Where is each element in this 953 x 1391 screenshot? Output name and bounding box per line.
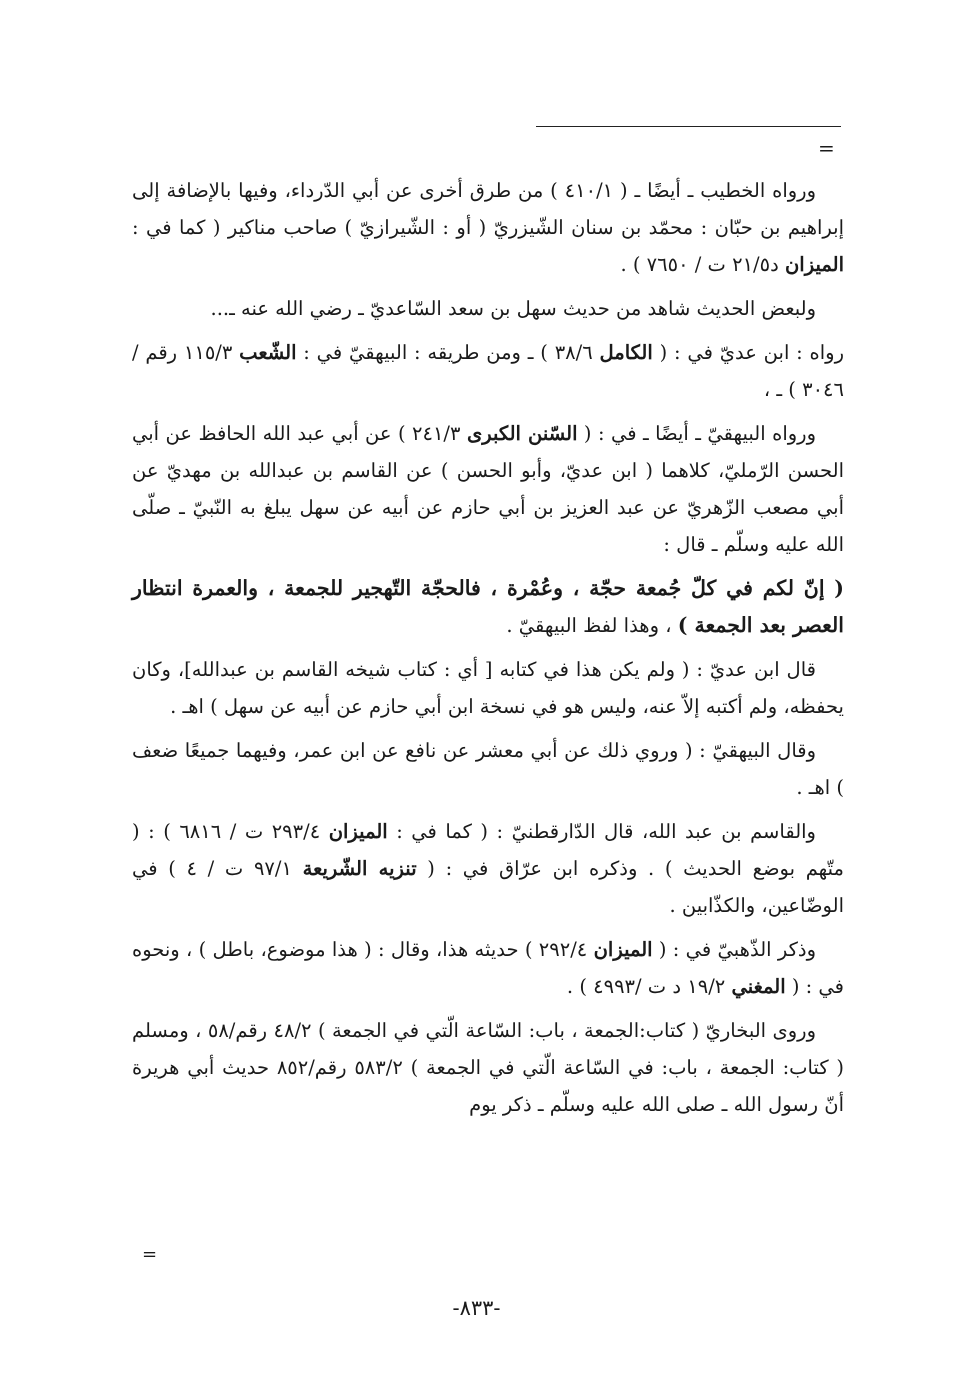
paragraph-dhahabi — [132, 931, 844, 1005]
paragraph-ibn-adi-comment — [132, 651, 844, 725]
book-title-mizan: الميزان — [328, 820, 388, 843]
paragraph-khatib — [132, 172, 844, 283]
continuation-mark-top: = — [818, 136, 835, 160]
text-span: ورواه الخطيب ـ أيضًا ـ ( ٤١٠/١ ) من طرق أخرى عن أبي الدّرداء، وفيها بالإضافة إلى إبراهيم بن حبّان : محمّد بن سنان الشّيزريّ ( أو : الشّيرازيّ ) صاحب مناكير ( كما في : — [132, 179, 844, 239]
text-span: ٩٧/١ ت / ٤ ) في الوضّاعين، والكذّابين . — [132, 857, 844, 917]
footnote-separator-line — [536, 126, 841, 127]
book-title-mughni: المغني — [731, 975, 786, 998]
paragraph-qasim — [132, 813, 844, 924]
text-span: والقاسم بن عبد الله، قال الدّارقطنيّ : ( كما في : — [387, 820, 816, 843]
paragraph-shahid — [132, 290, 844, 327]
text-span: ، وهذا لفظ البيهقيّ . — [506, 614, 678, 637]
text-span: د٢١/٥ ت / ٧٦٥٠ ) . — [620, 253, 785, 276]
text-span: ٣٨/٦ ) ـ ومن طريقه : البيهقيّ في : — [296, 341, 600, 364]
text-span: قال ابن عديّ : ( ولم يكن هذا في كتابه [ أي : كتاب شيخه القاسم بن عبدالله]، وكان يحفظه، ولم أكتبه إلاّ عنه، وليس هو في نسخة ابن أبي حازم عن أبيه عن سهل ) اهـ . — [132, 658, 844, 718]
paragraph-hadith-text — [132, 570, 844, 644]
text-span: وقال البيهقيّ : ( وروي ذلك عن أبي معشر عن نافع عن ابن عمر، وفيهما جميعًا ضعف ) اهـ . — [132, 739, 844, 799]
text-span: رواه : ابن عديّ في : ( — [652, 341, 845, 364]
hadith-quote: ( إنّ لكم في كلّ جُمعة حجّة ، وعُمْرة ، فالحجّة التّهجير للجمعة ، والعمرة انتظار العصر بعد الجمعة ) — [132, 576, 844, 637]
page-number: -٨٣٣- — [452, 1296, 501, 1320]
footnote-body — [132, 172, 844, 1130]
book-title-sunan-kubra: السّنن الكبرى — [466, 422, 578, 445]
text-span: ١١٥/٣ رقم / ٣٠٤٦ ) ـ ، — [132, 341, 844, 401]
paragraph-bayhaqi — [132, 415, 844, 563]
book-title-tanzih: تنزيه الشّريعة — [302, 857, 417, 880]
continuation-mark-bottom: = — [142, 1244, 158, 1265]
text-span: ولبعض الحديث شاهد من حديث سهل بن سعد السّاعديّ ـ رضي الله عنه ـ... — [210, 297, 816, 320]
text-span: وذكر الذّهبيّ في : ( — [652, 938, 816, 961]
book-title-mizan: الميزان — [593, 938, 653, 961]
book-title-mizan: الميزان — [784, 253, 844, 276]
paragraph-ibn-adi — [132, 334, 844, 408]
text-span: ورواه البيهقيّ ـ أيضًا ـ في : ( — [577, 422, 816, 445]
text-span: ١٩/٢ د ت /٤٩٩٣ ) . — [566, 975, 732, 998]
book-title-shuab: الشّعب — [239, 341, 297, 364]
paragraph-bayhaqi-comment — [132, 732, 844, 806]
text-span: وروى البخاريّ ( كتاب:الجمعة ، باب: السّاعة الّتي في الجمعة ) ٤٨/٢ رقم/٥٨ ، ومسلم ( كتاب: الجمعة ، باب: في السّاعة الّتي في الجمعة ) ٥٨٣/٢ رقم/٨٥٢ حديث أبي هريرة أنّ رسول الله ـ صلى الله عليه وسلّم ـ ذكر يوم — [132, 1019, 845, 1116]
text-span: ٢٤١/٣ ) عن أبي عبد الله الحافظ عن أبي الحسن الرّمليّ، كلاهما ( ابن عديّ، وأبو الحسن ) عن القاسم بن عبدالله بن مهديّ عن أبي مصعب الزّهريّ عن عبد العزيز بن أبي حازم عن أبيه عن سهل يبلغ به النّبيّ ـ صلّى الله عليه وسلّم ـ قال : — [132, 422, 844, 556]
text-span: ٢٩٢/٤ ) حديثه هذا، وقال : ( هذا موضوع، باطل ) ، ونحوه في : ( — [132, 938, 844, 998]
text-span: ٢٩٣/٤ ت / ٦٨١٦ ) : ( متّهم بوضع الحديث ) . وذكره ابن عرّاق في : ( — [132, 820, 844, 880]
book-title-kamil: الكامل — [599, 341, 653, 364]
paragraph-bukhari — [132, 1012, 844, 1123]
